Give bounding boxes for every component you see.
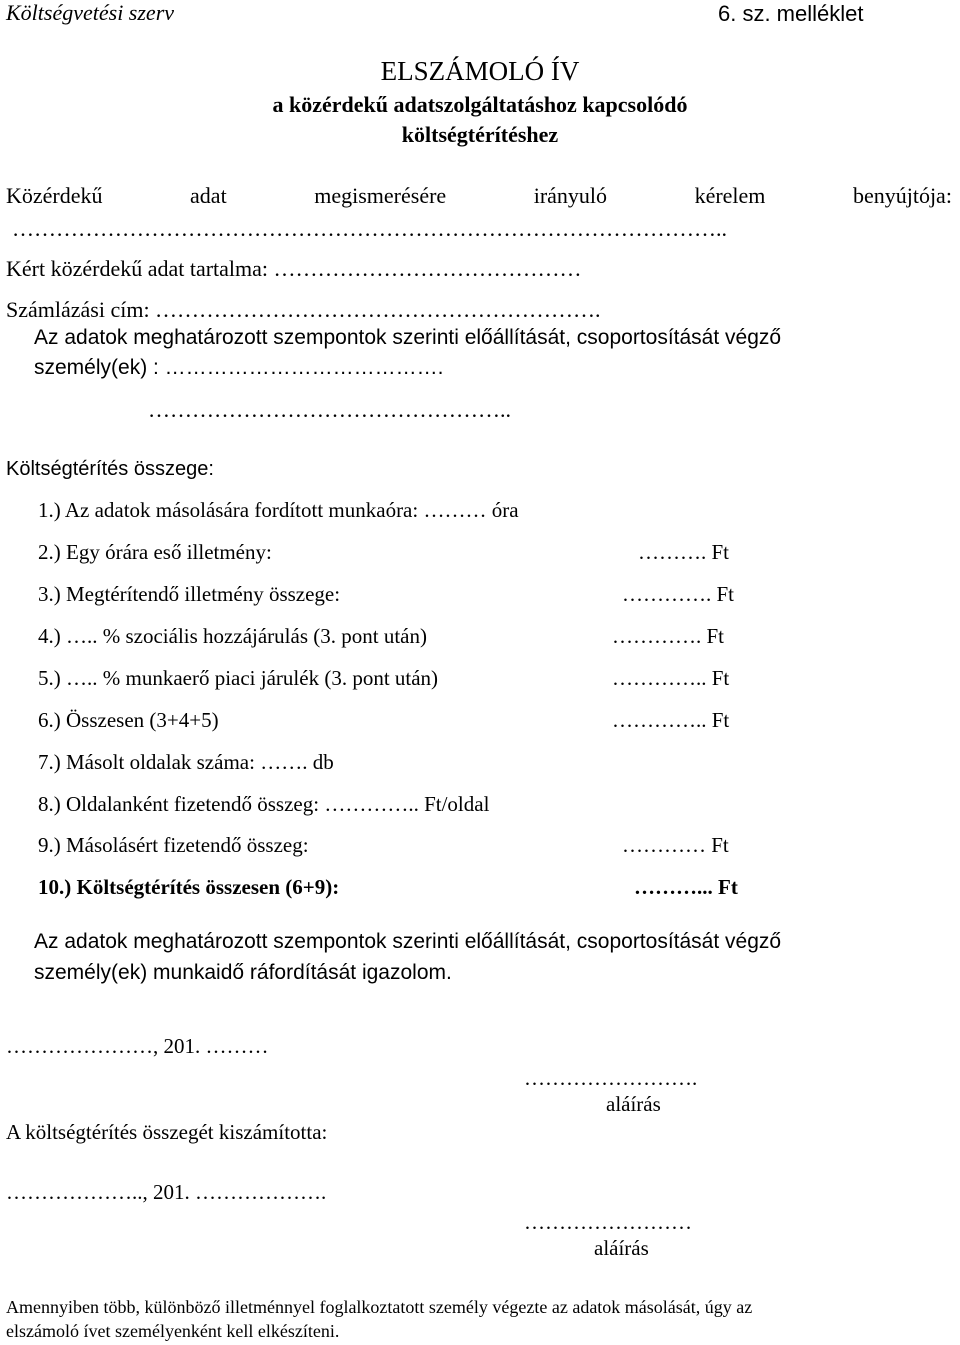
- signature-dots: ……………………: [524, 1210, 692, 1234]
- submitter-word: kérelem: [694, 183, 766, 208]
- cost-item-value: ………. Ft: [638, 540, 730, 564]
- header-left: Költségvetési szerv: [6, 0, 175, 25]
- costs-heading: Költségtérítés összege:: [6, 458, 214, 480]
- cost-item-label: 4.) ….. % szociális hozzájárulás (3. pont után): [38, 624, 427, 648]
- submitter-line: [6, 183, 952, 209]
- signature-label: aláírás: [606, 1092, 661, 1116]
- document-title: ELSZÁMOLÓ ÍV: [380, 56, 580, 86]
- footnote-line1: Amennyiben több, különböző illetménnyel foglalkoztatott személy végezte az adatok másolását, úgy az: [6, 1297, 753, 1317]
- submitter-word: Közérdekű: [6, 183, 103, 208]
- submitter-word: irányuló: [533, 183, 608, 208]
- place-date-line: ……………….., 201. ……………….: [6, 1180, 327, 1204]
- document-subtitle-line1: a közérdekű adatszolgáltatáshoz kapcsolódó: [272, 92, 688, 117]
- calculated-by: A költségtérítés összegét kiszámította:: [6, 1120, 328, 1144]
- submitter-word: adat: [190, 183, 227, 208]
- certification-line1: Az adatok meghatározott szempontok szerinti előállítását, csoportosítását végző: [34, 930, 782, 953]
- footnote-line2: elszámoló ívet személyenként kell elkészíteni.: [6, 1321, 340, 1341]
- cost-item-label: 2.) Egy órára eső illetmény:: [38, 540, 272, 564]
- cost-item-value: ………….. Ft: [612, 708, 730, 732]
- signature-dots: …………………….: [524, 1066, 698, 1090]
- cost-item-value: …………. Ft: [622, 582, 735, 606]
- header-right: 6. sz. melléklet: [718, 1, 864, 26]
- persons-line3: …………………………………………..: [148, 397, 511, 422]
- cost-item-label: 3.) Megtérítendő illetmény összege:: [38, 582, 341, 606]
- document-subtitle-line2: költségtérítéshez: [401, 122, 559, 147]
- cost-item-label: 9.) Másolásért fizetendő összeg:: [38, 833, 309, 857]
- cost-item-label: 7.) Másolt oldalak száma: ……. db: [38, 750, 334, 774]
- signature-label: aláírás: [594, 1236, 649, 1260]
- cost-total-value: ………... Ft: [634, 875, 738, 899]
- place-date-line: …………………, 201. ………: [6, 1034, 269, 1058]
- persons-line1: Az adatok meghatározott szempontok szerinti előállítását, csoportosítását végző: [34, 326, 782, 349]
- cost-total-label: 10.) Költségtérítés összesen (6+9):: [38, 875, 340, 899]
- certification-line2: személy(ek) munkaidő ráfordítását igazolom.: [34, 961, 452, 984]
- cost-item-label: 1.) Az adatok másolására fordított munkaóra: ……… óra: [38, 498, 519, 522]
- persons-line2: személy(ek) : ………………………………….: [34, 356, 444, 379]
- cost-item-label: 6.) Összesen (3+4+5): [38, 708, 219, 732]
- cost-item-value: ………….. Ft: [612, 666, 730, 690]
- billing-address: Számlázási cím: …………………………………………………….: [6, 297, 601, 322]
- requested-content: Kért közérdekű adat tartalma: ……………………………………: [6, 256, 582, 281]
- submitter-word: megismerésére: [314, 183, 447, 208]
- submitter-word: benyújtója:: [852, 183, 952, 208]
- cost-item-value: ………… Ft: [622, 833, 729, 857]
- submitter-dots: ……………………………………………………………………………………..: [12, 216, 727, 241]
- cost-item-value: …………. Ft: [612, 624, 725, 648]
- cost-item-label: 5.) ….. % munkaerő piaci járulék (3. pont után): [38, 666, 439, 690]
- cost-item-label: 8.) Oldalanként fizetendő összeg: ………….. Ft/oldal: [38, 792, 490, 816]
